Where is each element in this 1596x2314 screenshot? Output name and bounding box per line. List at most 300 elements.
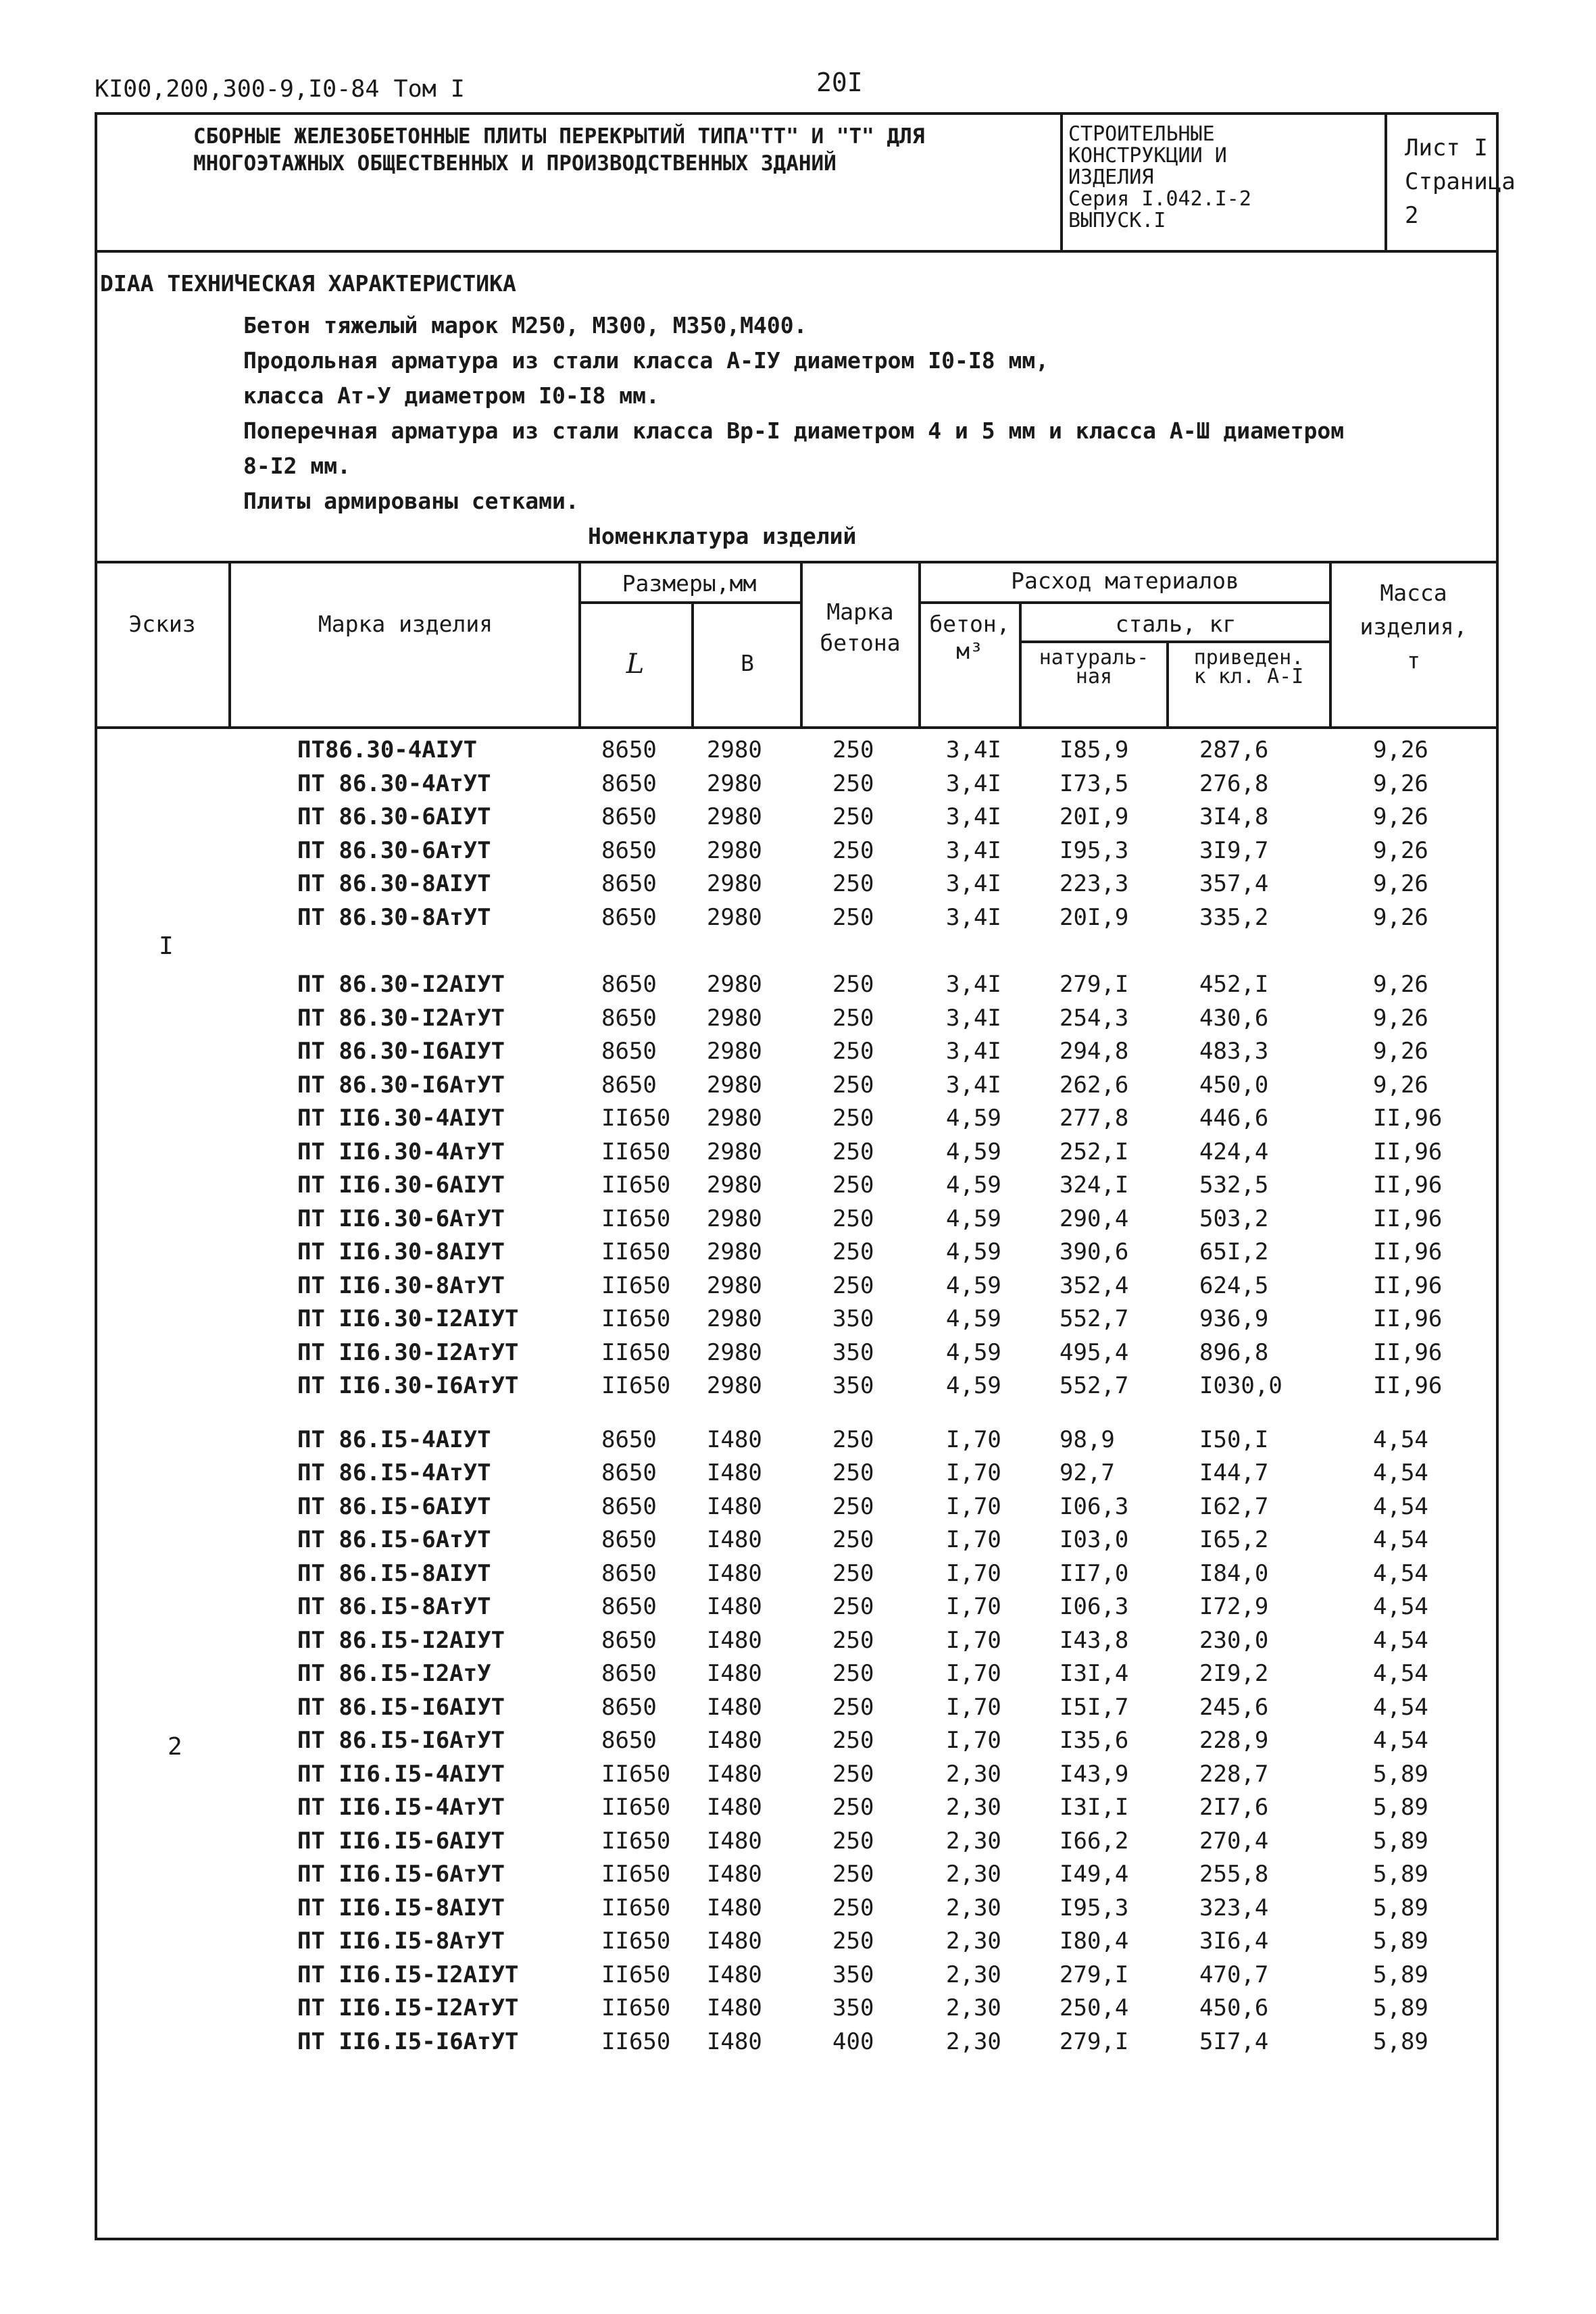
grade-cell: 250 xyxy=(832,1205,874,1232)
steel-header-underline xyxy=(1019,640,1332,643)
width-cell: 2980 xyxy=(707,1238,762,1265)
length-cell: 8650 xyxy=(601,1426,657,1453)
width-cell: I480 xyxy=(707,1526,762,1553)
length-cell: 8650 xyxy=(601,1693,657,1721)
steel-reduced-cell: 424,4 xyxy=(1199,1138,1269,1165)
header-reduced-line-1: приведен. xyxy=(1193,646,1304,670)
mass-cell: 9,26 xyxy=(1373,1004,1428,1032)
concrete-cell: I,70 xyxy=(946,1526,1001,1553)
mark-cell: ПТ II6.I5-I2АтУТ xyxy=(297,1994,519,2021)
length-cell: 8650 xyxy=(601,870,657,897)
grade-cell: 250 xyxy=(832,1138,874,1165)
steel-reduced-cell: 483,3 xyxy=(1199,1038,1269,1065)
header-grade-line-2: бетона xyxy=(820,630,901,656)
grade-cell: 350 xyxy=(832,1961,874,1988)
width-cell: 2980 xyxy=(707,1272,762,1299)
steel-reduced-cell: I030,0 xyxy=(1199,1372,1282,1399)
mark-cell: ПТ II6.I5-6АтУТ xyxy=(297,1861,505,1888)
width-cell: 2980 xyxy=(707,836,762,864)
document-title-line-1: СБОРНЫЕ ЖЕЛЕЗОБЕТОННЫЕ ПЛИТЫ ПЕРЕКРЫТИЙ ТИПА"ТТ" И "Т" ДЛЯ xyxy=(193,124,925,149)
steel-natural-cell: I06,3 xyxy=(1059,1492,1129,1520)
description-line-4: Поперечная арматура из стали класса Вр-I диаметром 4 и 5 мм и класса А-Ш диаметром xyxy=(243,418,1345,444)
consumption-header-underline xyxy=(918,601,1332,604)
length-cell: 8650 xyxy=(601,1727,657,1754)
mark-cell: ПТ 86.I5-8АтУТ xyxy=(297,1593,491,1620)
steel-natural-cell: I03,0 xyxy=(1059,1526,1129,1553)
header-dimensions: Размеры,мм xyxy=(622,570,757,597)
steel-natural-cell: I06,3 xyxy=(1059,1593,1129,1620)
sketch-label-2: 2 xyxy=(168,1733,182,1761)
title-block-main xyxy=(97,115,1063,250)
steel-reduced-cell: 323,4 xyxy=(1199,1894,1269,1921)
length-cell: II650 xyxy=(601,2028,671,2055)
series-line-1: СТРОИТЕЛЬНЫЕ xyxy=(1068,122,1215,146)
steel-natural-cell: 552,7 xyxy=(1059,1372,1129,1399)
steel-reduced-cell: I65,2 xyxy=(1199,1526,1269,1553)
steel-natural-cell: I49,4 xyxy=(1059,1861,1129,1888)
grade-cell: 250 xyxy=(832,770,874,797)
mass-cell: II,96 xyxy=(1373,1372,1443,1399)
steel-reduced-cell: I62,7 xyxy=(1199,1492,1269,1520)
concrete-cell: 3,4I xyxy=(946,736,1001,763)
grade-cell: 250 xyxy=(832,1559,874,1587)
concrete-cell: 4,59 xyxy=(946,1138,1001,1165)
mark-cell: ПТ86.30-4АIУТ xyxy=(297,736,478,763)
width-cell: 2980 xyxy=(707,736,762,763)
steel-natural-cell: I43,8 xyxy=(1059,1626,1129,1654)
concrete-cell: 2,30 xyxy=(946,1961,1001,1988)
grade-cell: 250 xyxy=(832,971,874,998)
steel-reduced-cell: 65I,2 xyxy=(1199,1238,1269,1265)
series-line-4: Серия I.042.I-2 xyxy=(1068,187,1251,211)
width-cell: 2980 xyxy=(707,1038,762,1065)
width-cell: 2980 xyxy=(707,1138,762,1165)
header-concrete-line-2: м³ xyxy=(956,638,983,664)
header-length: L xyxy=(626,649,645,680)
description-line-1: Бетон тяжелый марок М250, М300, М350,М400. xyxy=(243,312,807,338)
header-mass-line-3: т xyxy=(1407,647,1420,674)
mass-cell: 9,26 xyxy=(1373,736,1428,763)
width-cell: I480 xyxy=(707,1861,762,1888)
width-cell: I480 xyxy=(707,1994,762,2021)
length-cell: 8650 xyxy=(601,971,657,998)
steel-natural-cell: I85,9 xyxy=(1059,736,1129,763)
steel-reduced-cell: 446,6 xyxy=(1199,1105,1269,1132)
steel-natural-cell: 279,I xyxy=(1059,1961,1129,1988)
description-line-6: Плиты армированы сетками. xyxy=(243,488,579,514)
mark-cell: ПТ 86.I5-8АIУТ xyxy=(297,1559,491,1587)
steel-reduced-cell: 245,6 xyxy=(1199,1693,1269,1721)
concrete-cell: 3,4I xyxy=(946,1038,1001,1065)
grade-cell: 250 xyxy=(832,1794,874,1821)
mark-cell: ПТ II6.I5-4АIУТ xyxy=(297,1760,505,1788)
length-cell: 8650 xyxy=(601,1660,657,1687)
mark-cell: ПТ II6.30-6АIУТ xyxy=(297,1172,505,1199)
length-cell: 8650 xyxy=(601,1492,657,1520)
mass-cell: 4,54 xyxy=(1373,1459,1428,1486)
concrete-cell: 4,59 xyxy=(946,1338,1001,1366)
mass-cell: 4,54 xyxy=(1373,1660,1428,1687)
grade-cell: 250 xyxy=(832,1861,874,1888)
steel-reduced-cell: I72,9 xyxy=(1199,1593,1269,1620)
mass-cell: II,96 xyxy=(1373,1205,1443,1232)
header-grade-line-1: Марка xyxy=(826,599,894,625)
grade-cell: 250 xyxy=(832,836,874,864)
width-cell: 2980 xyxy=(707,803,762,830)
steel-natural-cell: I3I,4 xyxy=(1059,1660,1129,1687)
concrete-cell: 2,30 xyxy=(946,1827,1001,1855)
steel-natural-cell: 294,8 xyxy=(1059,1038,1129,1065)
width-cell: I480 xyxy=(707,1760,762,1788)
concrete-cell: 2,30 xyxy=(946,1928,1001,1955)
width-cell: I480 xyxy=(707,1660,762,1687)
header-mass-line-2: изделия, xyxy=(1360,613,1468,640)
series-line-3: ИЗДЕЛИЯ xyxy=(1068,166,1154,189)
title-block xyxy=(97,115,1516,253)
width-cell: 2980 xyxy=(707,1338,762,1366)
length-cell: II650 xyxy=(601,1305,671,1332)
steel-natural-cell: 279,I xyxy=(1059,2028,1129,2055)
grade-cell: 250 xyxy=(832,1459,874,1486)
mass-cell: 5,89 xyxy=(1373,1928,1428,1955)
concrete-cell: I,70 xyxy=(946,1426,1001,1453)
mass-cell: 9,26 xyxy=(1373,870,1428,897)
width-cell: I480 xyxy=(707,1559,762,1587)
width-cell: 2980 xyxy=(707,1372,762,1399)
width-cell: I480 xyxy=(707,1593,762,1620)
mass-cell: 5,89 xyxy=(1373,1961,1428,1988)
concrete-cell: 3,4I xyxy=(946,803,1001,830)
concrete-cell: 3,4I xyxy=(946,836,1001,864)
width-cell: 2980 xyxy=(707,903,762,931)
steel-reduced-cell: 255,8 xyxy=(1199,1861,1269,1888)
header-width: B xyxy=(741,650,754,676)
length-cell: II650 xyxy=(601,1338,671,1366)
steel-reduced-cell: 2I7,6 xyxy=(1199,1794,1269,1821)
concrete-cell: 3,4I xyxy=(946,971,1001,998)
length-cell: 8650 xyxy=(601,1626,657,1654)
width-cell: I480 xyxy=(707,1492,762,1520)
steel-reduced-cell: 936,9 xyxy=(1199,1305,1269,1332)
mark-cell: ПТ 86.I5-4АтУТ xyxy=(297,1459,491,1486)
steel-natural-cell: 324,I xyxy=(1059,1172,1129,1199)
description-line-2: Продольная арматура из стали класса А-IУ диаметром I0-I8 мм, xyxy=(243,347,1049,374)
length-cell: II650 xyxy=(601,1928,671,1955)
mark-cell: ПТ 86.I5-4АIУТ xyxy=(297,1426,491,1453)
steel-natural-cell: 20I,9 xyxy=(1059,803,1129,830)
steel-natural-cell: 92,7 xyxy=(1059,1459,1115,1486)
steel-reduced-cell: 228,9 xyxy=(1199,1727,1269,1754)
mass-cell: 4,54 xyxy=(1373,1526,1428,1553)
steel-natural-cell: 390,6 xyxy=(1059,1238,1129,1265)
grade-cell: 250 xyxy=(832,870,874,897)
grade-cell: 250 xyxy=(832,1760,874,1788)
series-line-2: КОНСТРУКЦИИ И xyxy=(1068,144,1227,168)
grade-cell: 250 xyxy=(832,1105,874,1132)
width-cell: I480 xyxy=(707,1928,762,1955)
width-cell: 2980 xyxy=(707,1205,762,1232)
mass-cell: II,96 xyxy=(1373,1105,1443,1132)
length-cell: II650 xyxy=(601,1961,671,1988)
steel-reduced-cell: 452,I xyxy=(1199,971,1269,998)
mass-cell: 4,54 xyxy=(1373,1426,1428,1453)
length-cell: II650 xyxy=(601,1994,671,2021)
document-title-line-2: МНОГОЭТАЖНЫХ ОБЩЕСТВЕННЫХ И ПРОИЗВОДСТВЕННЫХ ЗДАНИЙ xyxy=(193,151,837,176)
mass-cell: II,96 xyxy=(1373,1138,1443,1165)
mark-cell: ПТ 86.I5-I6АтУТ xyxy=(297,1727,505,1754)
table-top-border xyxy=(95,561,1499,563)
mass-cell: 4,54 xyxy=(1373,1727,1428,1754)
mass-cell: 9,26 xyxy=(1373,836,1428,864)
mass-cell: 4,54 xyxy=(1373,1559,1428,1587)
steel-reduced-cell: I44,7 xyxy=(1199,1459,1269,1486)
width-cell: I480 xyxy=(707,1459,762,1486)
length-cell: 8650 xyxy=(601,1004,657,1032)
steel-reduced-cell: 3I6,4 xyxy=(1199,1928,1269,1955)
concrete-cell: 4,59 xyxy=(946,1172,1001,1199)
grade-cell: 350 xyxy=(832,1338,874,1366)
header-natural-line-1: натураль- xyxy=(1039,646,1149,670)
steel-natural-cell: I66,2 xyxy=(1059,1827,1129,1855)
concrete-cell: 3,4I xyxy=(946,903,1001,931)
section-title: DIAA ТЕХНИЧЕСКАЯ ХАРАКТЕРИСТИКА xyxy=(100,270,516,297)
header-steel: сталь, кг xyxy=(1115,611,1237,637)
length-cell: II650 xyxy=(601,1272,671,1299)
grade-cell: 250 xyxy=(832,1827,874,1855)
mark-cell: ПТ 86.I5-6АтУТ xyxy=(297,1526,491,1553)
grade-cell: 250 xyxy=(832,903,874,931)
steel-reduced-cell: 287,6 xyxy=(1199,736,1269,763)
grade-cell: 250 xyxy=(832,1071,874,1099)
concrete-cell: 2,30 xyxy=(946,1994,1001,2021)
length-cell: II650 xyxy=(601,1894,671,1921)
mass-cell: 9,26 xyxy=(1373,803,1428,830)
width-cell: 2980 xyxy=(707,971,762,998)
steel-reduced-cell: 470,7 xyxy=(1199,1961,1269,1988)
steel-natural-cell: 223,3 xyxy=(1059,870,1129,897)
length-cell: II650 xyxy=(601,1205,671,1232)
steel-natural-cell: 495,4 xyxy=(1059,1338,1129,1366)
column-divider xyxy=(228,561,231,729)
mark-cell: ПТ II6.30-8АIУТ xyxy=(297,1238,505,1265)
width-cell: I480 xyxy=(707,1894,762,1921)
mass-cell: 5,89 xyxy=(1373,2028,1428,2055)
header-concrete-line-1: бетон, xyxy=(929,611,1010,637)
grade-cell: 250 xyxy=(832,1693,874,1721)
description-line-5: 8-I2 мм. xyxy=(243,453,351,479)
header-mark: Марка изделия xyxy=(318,611,493,637)
steel-natural-cell: I80,4 xyxy=(1059,1928,1129,1955)
length-cell: II650 xyxy=(601,1372,671,1399)
steel-natural-cell: 552,7 xyxy=(1059,1305,1129,1332)
length-cell: 8650 xyxy=(601,803,657,830)
steel-natural-cell: I95,3 xyxy=(1059,1894,1129,1921)
mark-cell: ПТ 86.30-4АтУТ xyxy=(297,770,491,797)
grade-cell: 250 xyxy=(832,1272,874,1299)
concrete-cell: I,70 xyxy=(946,1559,1001,1587)
steel-reduced-cell: 532,5 xyxy=(1199,1172,1269,1199)
width-cell: 2980 xyxy=(707,1004,762,1032)
mass-cell: 4,54 xyxy=(1373,1693,1428,1721)
length-cell: II650 xyxy=(601,1760,671,1788)
mark-cell: ПТ 86.30-8АтУТ xyxy=(297,903,491,931)
grade-cell: 350 xyxy=(832,1305,874,1332)
length-cell: 8650 xyxy=(601,736,657,763)
mark-cell: ПТ II6.I5-I6АтУТ xyxy=(297,2028,519,2055)
width-cell: I480 xyxy=(707,1961,762,1988)
width-cell: I480 xyxy=(707,1693,762,1721)
mark-cell: ПТ 86.I5-6АIУТ xyxy=(297,1492,491,1520)
mass-cell: 4,54 xyxy=(1373,1492,1428,1520)
sketch-label-1: I xyxy=(159,932,174,960)
series-line-5: ВЫПУСК.I xyxy=(1068,209,1166,232)
steel-reduced-cell: 357,4 xyxy=(1199,870,1269,897)
page-label: Страница 2 xyxy=(1405,168,1516,229)
steel-reduced-cell: 228,7 xyxy=(1199,1760,1269,1788)
width-cell: 2980 xyxy=(707,1172,762,1199)
steel-reduced-cell: 276,8 xyxy=(1199,770,1269,797)
steel-reduced-cell: 3I4,8 xyxy=(1199,803,1269,830)
steel-natural-cell: I5I,7 xyxy=(1059,1693,1129,1721)
width-cell: 2980 xyxy=(707,1071,762,1099)
steel-reduced-cell: 430,6 xyxy=(1199,1004,1269,1032)
grade-cell: 250 xyxy=(832,1492,874,1520)
mark-cell: ПТ 86.30-6АIУТ xyxy=(297,803,491,830)
length-cell: II650 xyxy=(601,1794,671,1821)
concrete-cell: I,70 xyxy=(946,1660,1001,1687)
steel-reduced-cell: 624,5 xyxy=(1199,1272,1269,1299)
mass-cell: 9,26 xyxy=(1373,770,1428,797)
grade-cell: 250 xyxy=(832,1172,874,1199)
grade-cell: 250 xyxy=(832,1928,874,1955)
concrete-cell: I,70 xyxy=(946,1727,1001,1754)
dims-header-underline xyxy=(578,601,802,604)
mass-cell: 5,89 xyxy=(1373,1994,1428,2021)
steel-natural-cell: I95,3 xyxy=(1059,836,1129,864)
header-natural-line-2: ная xyxy=(1075,665,1113,688)
steel-natural-cell: II7,0 xyxy=(1059,1559,1129,1587)
mark-cell: ПТ II6.I5-8АIУТ xyxy=(297,1894,505,1921)
steel-reduced-cell: 230,0 xyxy=(1199,1626,1269,1654)
title-block-sheet xyxy=(1385,115,1516,250)
length-cell: 8650 xyxy=(601,1593,657,1620)
grade-cell: 250 xyxy=(832,1038,874,1065)
width-cell: I480 xyxy=(707,1727,762,1754)
header-consumption: Расход материалов xyxy=(1011,568,1239,594)
grade-cell: 250 xyxy=(832,1727,874,1754)
concrete-cell: 4,59 xyxy=(946,1238,1001,1265)
concrete-cell: 4,59 xyxy=(946,1205,1001,1232)
length-cell: 8650 xyxy=(601,1038,657,1065)
mark-cell: ПТ II6.I5-I2АIУТ xyxy=(297,1961,519,1988)
length-cell: 8650 xyxy=(601,1459,657,1486)
sheet-label: Лист I xyxy=(1405,134,1488,161)
steel-natural-cell: 250,4 xyxy=(1059,1994,1129,2021)
mass-cell: 9,26 xyxy=(1373,971,1428,998)
steel-natural-cell: 254,3 xyxy=(1059,1004,1129,1032)
mass-cell: II,96 xyxy=(1373,1305,1443,1332)
concrete-cell: 2,30 xyxy=(946,1861,1001,1888)
grade-cell: 250 xyxy=(832,1526,874,1553)
mark-cell: ПТ II6.30-4АтУТ xyxy=(297,1138,505,1165)
concrete-cell: 4,59 xyxy=(946,1105,1001,1132)
grade-cell: 350 xyxy=(832,1372,874,1399)
concrete-cell: 4,59 xyxy=(946,1272,1001,1299)
width-cell: I480 xyxy=(707,1426,762,1453)
width-cell: I480 xyxy=(707,1794,762,1821)
mark-cell: ПТ II6.30-8АтУТ xyxy=(297,1272,505,1299)
mass-cell: II,96 xyxy=(1373,1172,1443,1199)
mark-cell: ПТ II6.30-I2АтУТ xyxy=(297,1338,519,1366)
page-number: 20I xyxy=(816,68,863,97)
mass-cell: II,96 xyxy=(1373,1238,1443,1265)
concrete-cell: 4,59 xyxy=(946,1372,1001,1399)
length-cell: 8650 xyxy=(601,836,657,864)
mark-cell: ПТ 86.30-6АтУТ xyxy=(297,836,491,864)
concrete-cell: I,70 xyxy=(946,1492,1001,1520)
steel-reduced-cell: I50,I xyxy=(1199,1426,1269,1453)
table-caption: Номенклатура изделий xyxy=(588,523,857,549)
length-cell: II650 xyxy=(601,1827,671,1855)
concrete-cell: 2,30 xyxy=(946,2028,1001,2055)
steel-natural-cell: I73,5 xyxy=(1059,770,1129,797)
document-code: KI00,200,300-9,I0-84 Том I xyxy=(95,76,465,103)
grade-cell: 250 xyxy=(832,1593,874,1620)
length-cell: II650 xyxy=(601,1138,671,1165)
steel-natural-cell: 290,4 xyxy=(1059,1205,1129,1232)
column-divider xyxy=(691,603,694,729)
header-sketch: Эскиз xyxy=(128,611,196,637)
concrete-cell: 2,30 xyxy=(946,1894,1001,1921)
width-cell: 2980 xyxy=(707,1105,762,1132)
mark-cell: ПТ 86.I5-I2АтУ xyxy=(297,1660,491,1687)
grade-cell: 350 xyxy=(832,1994,874,2021)
width-cell: I480 xyxy=(707,2028,762,2055)
grade-cell: 250 xyxy=(832,1660,874,1687)
mass-cell: 5,89 xyxy=(1373,1794,1428,1821)
steel-reduced-cell: 335,2 xyxy=(1199,903,1269,931)
steel-reduced-cell: 450,0 xyxy=(1199,1071,1269,1099)
steel-natural-cell: I43,9 xyxy=(1059,1760,1129,1788)
mark-cell: ПТ II6.I5-4АтУТ xyxy=(297,1794,505,1821)
mass-cell: 4,54 xyxy=(1373,1626,1428,1654)
mass-cell: 5,89 xyxy=(1373,1861,1428,1888)
steel-natural-cell: I35,6 xyxy=(1059,1727,1129,1754)
length-cell: 8650 xyxy=(601,1071,657,1099)
steel-reduced-cell: 5I7,4 xyxy=(1199,2028,1269,2055)
mass-cell: 9,26 xyxy=(1373,903,1428,931)
concrete-cell: 2,30 xyxy=(946,1760,1001,1788)
grade-cell: 250 xyxy=(832,736,874,763)
grade-cell: 250 xyxy=(832,803,874,830)
concrete-cell: I,70 xyxy=(946,1693,1001,1721)
length-cell: II650 xyxy=(601,1172,671,1199)
title-block-series xyxy=(1060,115,1387,250)
concrete-cell: 2,30 xyxy=(946,1794,1001,1821)
grade-cell: 250 xyxy=(832,1426,874,1453)
width-cell: 2980 xyxy=(707,770,762,797)
mark-cell: ПТ 86.30-I2АIУТ xyxy=(297,971,505,998)
mark-cell: ПТ II6.30-I2АIУТ xyxy=(297,1305,519,1332)
width-cell: I480 xyxy=(707,1626,762,1654)
mark-cell: ПТ 86.I5-I6АIУТ xyxy=(297,1693,505,1721)
concrete-cell: 3,4I xyxy=(946,1004,1001,1032)
width-cell: 2980 xyxy=(707,1305,762,1332)
mark-cell: ПТ II6.I5-6АIУТ xyxy=(297,1827,505,1855)
mark-cell: ПТ 86.I5-I2АIУТ xyxy=(297,1626,505,1654)
mark-cell: ПТ 86.30-I2АтУТ xyxy=(297,1004,505,1032)
steel-natural-cell: 20I,9 xyxy=(1059,903,1129,931)
